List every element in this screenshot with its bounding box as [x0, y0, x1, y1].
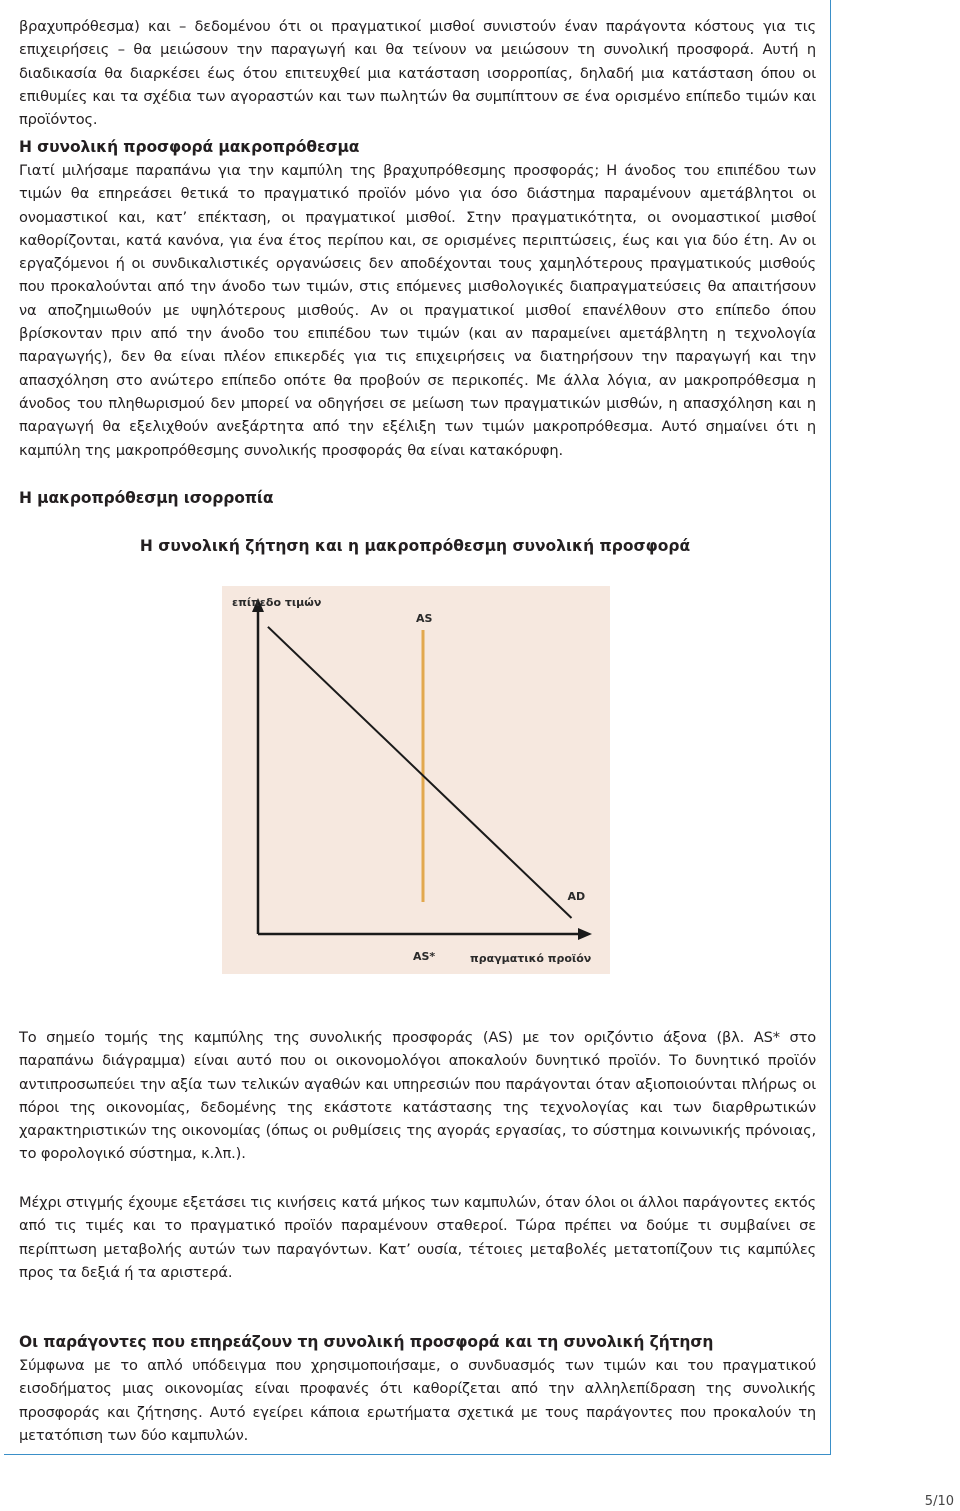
longrun-paragraph: Γιατί μιλήσαμε παραπάνω για την καμπύλη της βραχυπρόθεσμης προσφοράς; Η άνοδος του επιπέδου των τιμών θα επηρεάσει θετικά το πραγματικό προϊόν μόνο για όσο διάστημα παραμένουν αμετάβλητοι οι ονομαστικοί και, κατ’ επέκταση, οι πραγματικοί μισθοί. Στην πραγματικότητα, οι ονομαστικοί μισθοί καθορίζονται, κατά κανόνα, για ένα έτος περίπου και, σε ορισμένες περιπτώσεις, έως και για δύο έτη. Αν οι εργαζόμενοι ή οι συνδικαλιστικές οργανώσεις δεν αποδέχονται τους χαμηλότερους πραγματικούς μισθούς που προκαλούνται από την άνοδο των τιμών, στις επόμενες μισθολογικές διαπραγματεύσεις θα απαιτήσουν να αποζημιωθούν με υψηλότερους μισθούς. Αν οι πραγματικοί μισθοί επανέλθουν στο επίπεδο όπου βρίσκονταν πριν από την άνοδο του επιπέδου των τιμών (και αν παραμείνει αμετάβλητη η τεχνολογία παραγωγής), δεν θα είναι πλέον επικερδές για τις επιχειρήσεις να διατηρήσουν την παραγωγή και την απασχόληση στο ανώτερο επίπεδο οπότε θα προβούν σε περικοπές. Με άλλα λόγια, αν μακροπρόθεσμα η άνοδος του πληθωρισμού δεν μπορεί να οδηγήσει σε μείωση των πραγματικών μισθών, η απασχόληση και η παραγωγή θα εξελιχθούν ανεξάρτητα από την εξέλιξη των τιμών μακροπρόθεσμα. Αυτό σημαίνει ότι η καμπύλη της μακροπρόθεσμης συνολικής προσφοράς θα είναι κατακόρυφη.: [19, 162, 816, 459]
x-tick-label: AS*: [413, 950, 436, 963]
factors-paragraph: Σύμφωνα με το απλό υπόδειγμα που χρησιμοποιήσαμε, ο συνδυασμός των τιμών και του πραγματικού εισοδήματος μιας οικονομίας είναι προφανές ότι καθορίζεται από την αλληλεπίδραση της συνολικής προσφοράς και ζήτησης. Αυτό εγείρει κάποια ερωτήματα σχετικά με τους παράγοντες που προκαλούν τη μετατόπιση των δύο καμπυλών.: [19, 1357, 816, 1444]
potential-paragraph: Το σημείο τομής της καμπύλης της συνολικής προσφοράς (AS) με τον οριζόντιο άξονα (βλ. AS* στο παραπάνω διάγραμμα) είναι αυτό που οι οικονομολόγοι αποκαλούν δυνητικό προϊόν. Το δυνητικό προϊόν αντιπροσωπεύει την αξία των τελικών αγαθών και υπηρεσιών που παράγονται όταν αξιοποιούνται πλήρως οι πόροι της οικονομίας, δεδομένης της εκάστοτε κατάστασης της τεχνολογίας και των διαρθρωτικών χαρακτηριστικών της οικονομίας (όπως οι ρυθμίσεις της αγοράς εργασίας, το σύστημα κοινωνικής πρόνοιας, το φορολογικό σύστημα, κ.λπ.).: [19, 1029, 816, 1163]
chart-svg: [222, 586, 610, 974]
intro-paragraph: βραχυπρόθεσμα) και – δεδομένου ότι οι πραγματικοί μισθοί συνιστούν έναν παράγοντα κόστους για τις επιχειρήσεις – θα μειώσουν την παραγωγή και θα τείνουν να μειώσουν τη συνολική προσφορά. Αυτή η διαδικασία θα διαρκέσει έως ότου επιτευχθεί μια κατάσταση ισορροπίας, δηλαδή μια κατάσταση όπου οι επιθυμίες και τα σχέδια των αγοραστών και των πωλητών θα συμπίπτουν σε ένα ορισμένο επίπεδο τιμών και προϊόντος.: [19, 18, 816, 129]
ad-as-chart: [222, 586, 610, 974]
shifts-paragraph: Μέχρι στιγμής έχουμε εξετάσει τις κινήσεις κατά μήκος των καμπυλών, όταν όλοι οι άλλοι παράγοντες εκτός από τις τιμές και το πραγματικό προϊόν παραμένουν σταθεροί. Τώρα πρέπει να δούμε τι συμβαίνει σε περίπτωση μεταβολής αυτών των παραγόντων. Κατ’ ουσία, τέτοιες μεταβολές μετατοπίζουν τις καμπύλες προς τα δεξιά ή τα αριστερά.: [19, 1194, 816, 1281]
factors-heading: Οι παράγοντες που επηρεάζουν τη συνολική προσφορά και τη συνολική ζήτηση: [19, 1333, 714, 1351]
equilibrium-heading: Η μακροπρόθεσμη ισορροπία: [19, 489, 274, 507]
chart-title: Η συνολική ζήτηση και η μακροπρόθεσμη συνολική προσφορά: [139, 537, 691, 555]
y-axis-label: επίπεδο τιμών: [232, 596, 322, 609]
x-axis-label: πραγματικό προϊόν: [470, 952, 592, 965]
series-label-as: AS: [416, 612, 433, 625]
chart-background: [222, 586, 610, 974]
longrun-heading: Η συνολική προσφορά μακροπρόθεσμα: [19, 138, 360, 156]
series-label-ad: AD: [567, 890, 586, 903]
page-number: 5/10: [924, 1494, 954, 1509]
